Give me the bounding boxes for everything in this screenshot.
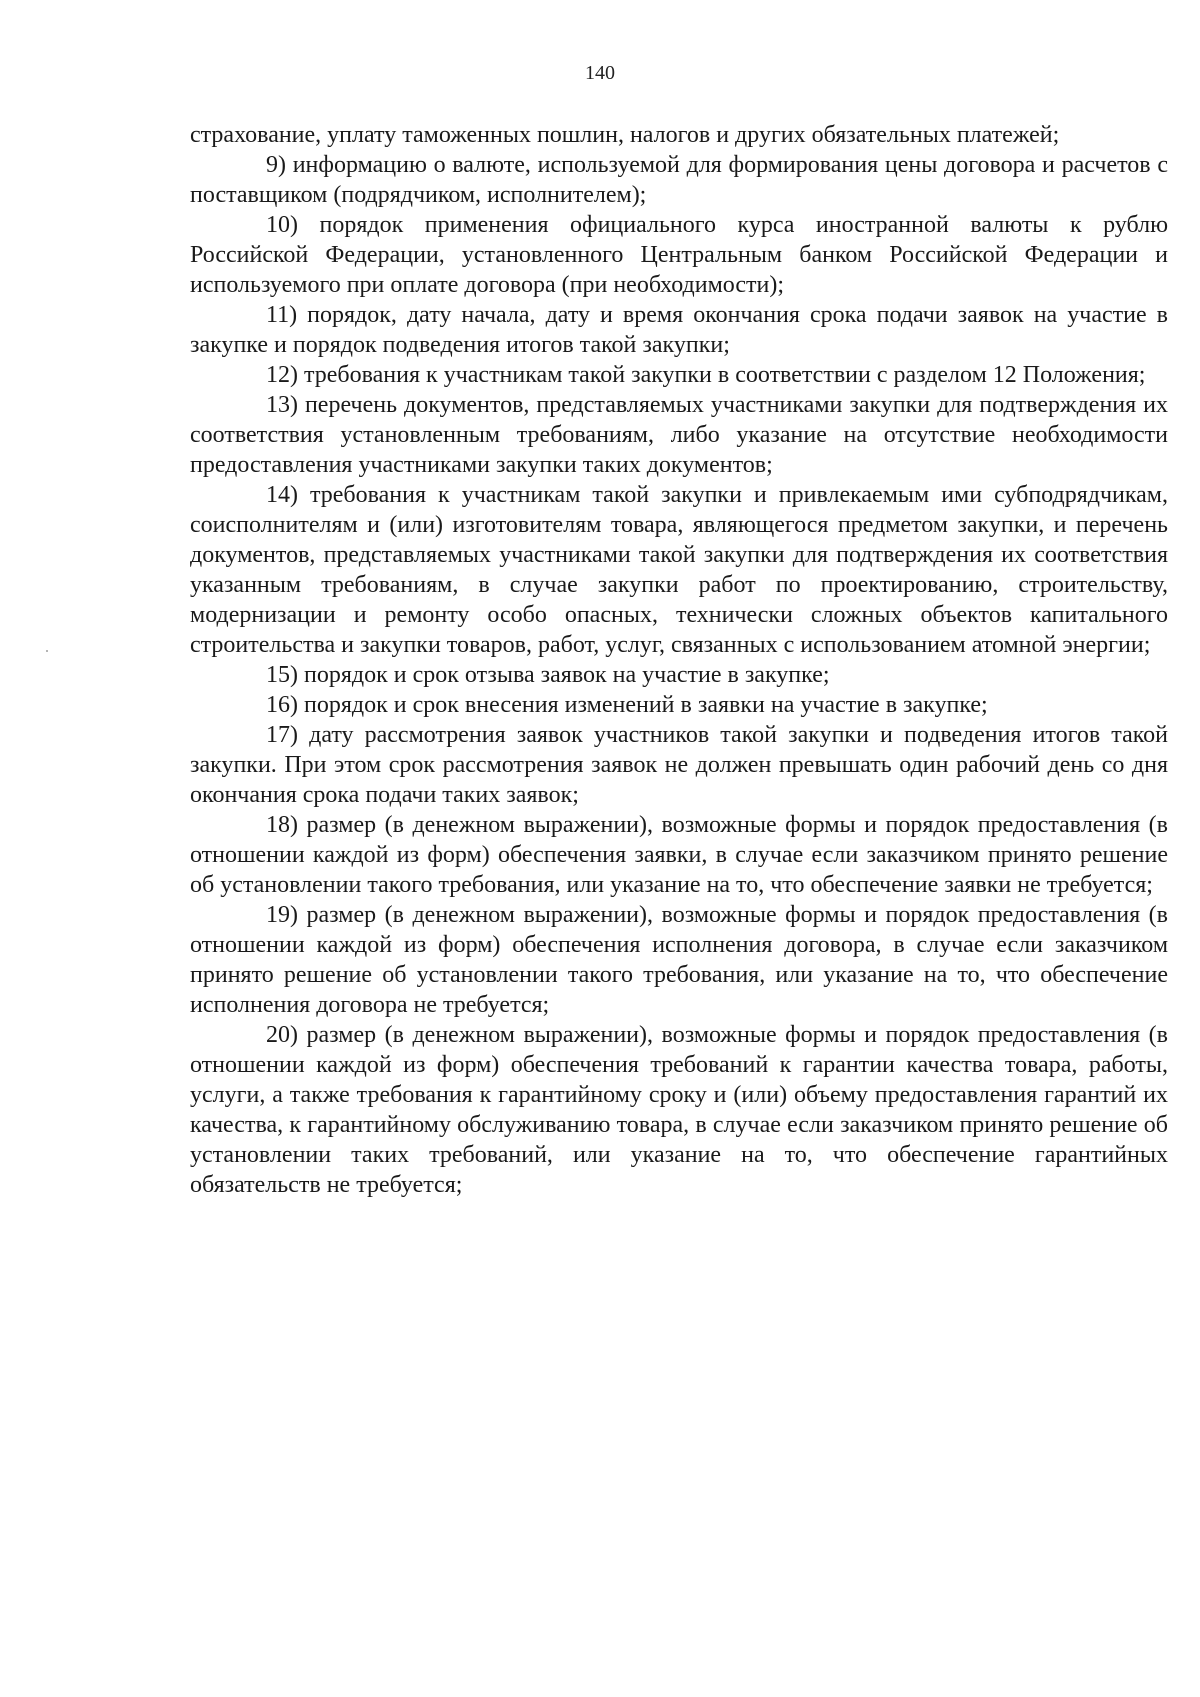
list-item: 13) перечень документов, представляемых участниками закупки для подтверждения их соответствия установленным требованиям, либо указание на отсутствие необходимости предоставления участниками закупки таких документов; [190,392,1168,478]
margin-scan-mark [46,650,48,652]
list-item: 11) порядок, дату начала, дату и время окончания срока подачи заявок на участие в закупке и порядок подведения итогов такой закупки; [190,302,1168,358]
list-item: 14) требования к участникам такой закупки и привлекаемым ими субподрядчикам, соисполнителям и (или) изготовителям товара, являющегося предметом закупки, и перечень документов, представляемых участниками такой закупки для подтверждения их соответствия указанным требованиям, в случае закупки работ по проектированию, строительству, модернизации и ремонту особо опасных, технически сложных объектов капитального строительства и закупки товаров, работ, услуг, связанных с использованием атомной энергии; [190,482,1168,658]
document-body [190,120,1168,1200]
list-item: 9) информацию о валюте, используемой для формирования цены договора и расчетов с поставщиком (подрядчиком, исполнителем); [190,152,1168,208]
list-item: 15) порядок и срок отзыва заявок на участие в закупке; [266,662,830,688]
page-number: 140 [585,62,615,84]
list-item: 17) дату рассмотрения заявок участников такой закупки и подведения итогов такой закупки. При этом срок рассмотрения заявок не должен превышать один рабочий день со дня окончания срока подачи таких заявок; [190,722,1168,808]
list-item: 20) размер (в денежном выражении), возможные формы и порядок предоставления (в отношении каждой из форм) обеспечения требований к гарантии качества товара, работы, услуги, а также требования к гарантийному сроку и (или) объему предоставления гарантий их качества, к гарантийному обслуживанию товара, в случае если заказчиком принято решение об установлении таких требований, или указание на то, что обеспечение гарантийных обязательств не требуется; [190,1022,1168,1198]
list-item: 18) размер (в денежном выражении), возможные формы и порядок предоставления (в отношении каждой из форм) обеспечения заявки, в случае если заказчиком принято решение об установлении такого требования, или указание на то, что обеспечение заявки не требуется; [190,812,1168,898]
list-item: 10) порядок применения официального курса иностранной валюты к рублю Российской Федерации, установленного Центральным банком Российской Федерации и используемого при оплате договора (при необходимости); [190,212,1168,298]
list-item: 16) порядок и срок внесения изменений в заявки на участие в закупке; [266,692,988,718]
list-item: 12) требования к участникам такой закупки в соответствии с разделом 12 Положения; [266,362,1146,388]
continuation-paragraph: страхование, уплату таможенных пошлин, налогов и других обязательных платежей; [190,122,1060,148]
list-item: 19) размер (в денежном выражении), возможные формы и порядок предоставления (в отношении каждой из форм) обеспечения исполнения договора, в случае если заказчиком принято решение об установлении такого требования, или указание на то, что обеспечение исполнения договора не требуется; [190,902,1168,1018]
